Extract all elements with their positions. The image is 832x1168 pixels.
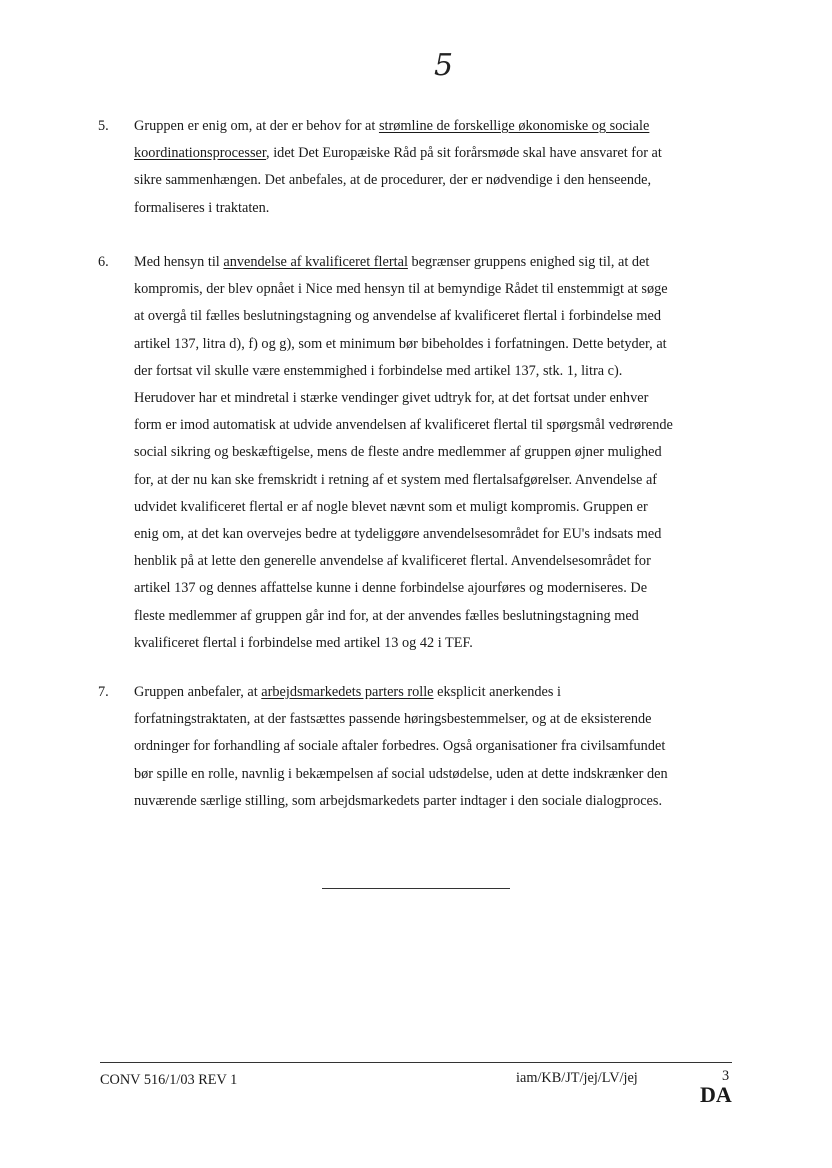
text-segment: fleste medlemmer af gruppen går ind for, at der anvendes fælles beslutningstagning med [134, 607, 639, 624]
text-line [134, 472, 657, 489]
text-line [134, 499, 648, 516]
text-segment: kompromis, der blev opnået i Nice med hensyn til at bemyndige Rådet til enstemmigt at søge [134, 281, 668, 298]
text-line [134, 793, 662, 810]
text-segment: , idet Det Europæiske Råd på sit forårsmøde skal have ansvaret for at [266, 145, 662, 162]
footer-language-code: DA [700, 1082, 732, 1107]
text-line [134, 608, 639, 625]
text-line [134, 281, 668, 298]
footer-document-ref: CONV 516/1/03 REV 1 [100, 1072, 238, 1088]
text-segment: henblik på at lette den generelle anvendelse af kvalificeret flertal. Anvendelsesområdet for [134, 553, 651, 570]
text-line [134, 711, 652, 728]
text-segment: forfatningstraktaten, at der fastsættes passende høringsbestemmelser, og at de eksisterende [134, 711, 652, 728]
paragraph-number: 5. [98, 118, 109, 134]
footer-rule [100, 1062, 732, 1063]
paragraph-number: 6. [98, 254, 109, 270]
handwritten-page-mark: 5 [434, 48, 454, 83]
text-line [134, 526, 661, 543]
text-line [134, 738, 665, 755]
text-segment: begrænser gruppens enighed sig til, at det [407, 254, 650, 270]
text-segment: nuværende særlige stilling, som arbejdsmarkedets parter indtager i den sociale dialogproces. [134, 792, 663, 809]
text-segment: eksplicit anerkendes i [433, 684, 561, 700]
underlined-key-term: strømline de forskellige økonomiske og sociale [378, 118, 650, 134]
text-segment: udvidet kvalificeret flertal er af nogle blevet nævnt som et muligt kompromis. Gruppen er [134, 498, 648, 515]
text-segment: artikel 137, litra d), f) og g), som et minimum bør bibeholdes i forfatningen. Dette betyder, at [134, 335, 667, 352]
text-segment: for, at der nu kan ske fremskridt i retning af et system med flertalsafgørelser. Anvendelse af [134, 471, 658, 488]
underlined-key-term: anvendelse af kvalificeret flertal [223, 254, 408, 270]
footer-page-number: 3 [722, 1068, 730, 1084]
underlined-key-term: arbejdsmarkedets parters rolle [261, 684, 434, 700]
text-line [134, 200, 269, 217]
text-line [134, 308, 661, 325]
text-line [134, 145, 662, 162]
text-segment: Med hensyn til [134, 254, 224, 270]
text-line [134, 417, 673, 434]
underlined-key-term: koordinationsprocesser [134, 145, 267, 162]
footer-initials: iam/KB/JT/jej/LV/jej [516, 1070, 638, 1086]
text-line [134, 254, 649, 271]
text-line [134, 635, 473, 652]
text-segment: Gruppen er enig om, at der er behov for at [134, 118, 379, 134]
paragraph-number: 7. [98, 684, 109, 700]
text-segment: sikre sammenhængen. Det anbefales, at de procedurer, der er nødvendige i den henseende, [134, 172, 652, 189]
text-segment: ordninger for forhandling af sociale aftaler forbedres. Også organisationer fra civilsamfundet [134, 738, 666, 755]
text-segment: bør spille en rolle, navnlig i bekæmpelsen af social udstødelse, uden at dette indskrænker den [134, 765, 668, 782]
text-segment: at overgå til fælles beslutningstagning og anvendelse af kvalificeret flertal i forbindelse med [134, 308, 661, 325]
text-segment: artikel 137 og dennes affattelse kunne i denne forbindelse ajourføres og moderniseres. De [134, 580, 648, 597]
end-separator-rule [322, 888, 510, 889]
text-segment: Gruppen anbefaler, at [134, 684, 262, 700]
text-line [134, 553, 651, 570]
text-segment: kvalificeret flertal i forbindelse med artikel 13 og 42 i TEF. [134, 634, 473, 651]
text-line [134, 390, 648, 407]
text-line [134, 336, 667, 353]
text-line [134, 363, 622, 380]
text-segment: enig om, at det kan overvejes bedre at tydeliggøre anvendelsesområdet for EU's indsats med [134, 526, 662, 542]
text-segment: social sikring og beskæftigelse, mens de fleste andre medlemmer af gruppen øjner mulighed [134, 444, 662, 461]
text-segment: der fortsat vil skulle være enstemmighed i forbindelse med artikel 137, stk. 1, litra c). [134, 362, 623, 379]
text-line [134, 684, 561, 701]
text-line [134, 444, 662, 461]
text-segment: formaliseres i traktaten. [134, 199, 270, 216]
text-line [134, 118, 649, 135]
text-line [134, 766, 668, 783]
text-segment: Herudover har et mindretal i stærke vendinger givet udtryk for, at det fortsat under enhver [134, 390, 649, 406]
text-line [134, 580, 647, 597]
text-segment: form er imod automatisk at udvide anvendelsen af kvalificeret flertal til spørgsmål vedrørende [134, 417, 673, 434]
text-line [134, 172, 651, 189]
